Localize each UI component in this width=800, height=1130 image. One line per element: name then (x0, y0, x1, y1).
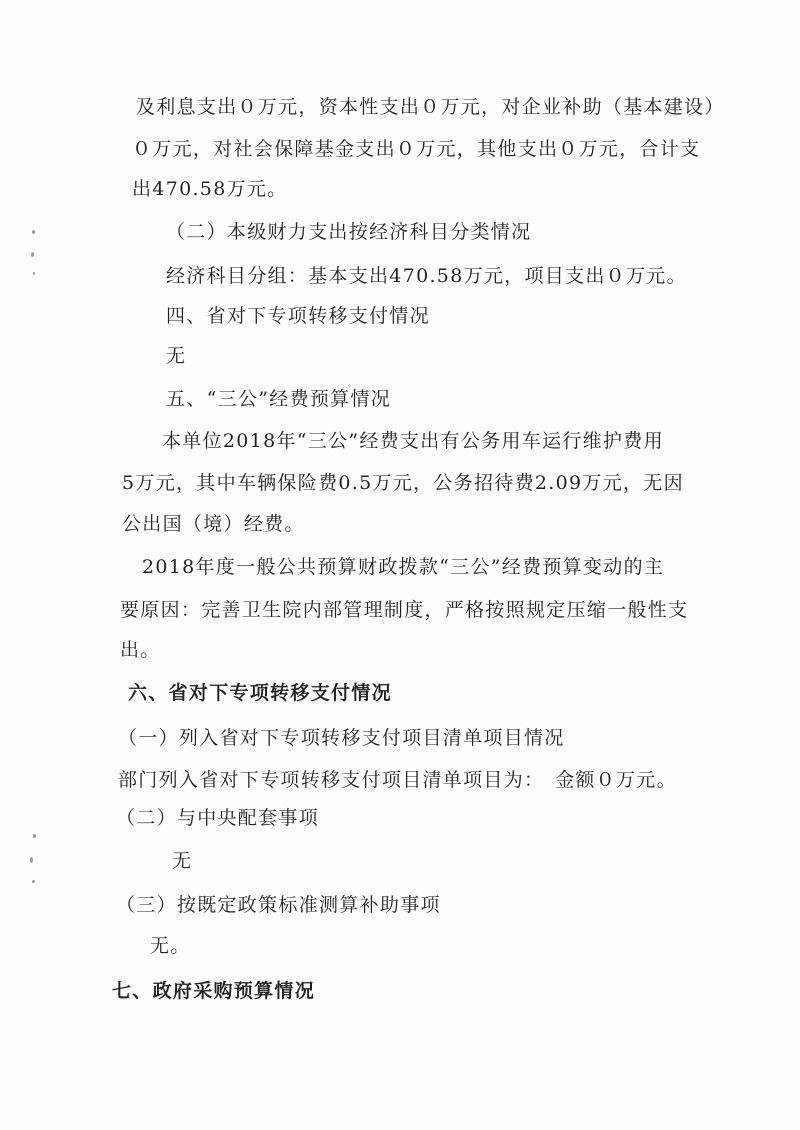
paragraph-line: 2018年度一般公共预算财政拨款“三公”经费预算变动的主 (142, 556, 665, 578)
section-heading: （二）与中央配套事项 (116, 807, 320, 829)
paragraph-line: 无。 (150, 935, 191, 957)
scan-speck (33, 834, 36, 838)
paragraph-line: 及利息支出０万元，资本性支出０万元，对企业补助（基本建设） (136, 96, 725, 118)
paragraph-line: 出470.58万元。 (132, 178, 288, 200)
paragraph-line: 本单位2018年“三公”经费支出有公务用车运行维护费用 (162, 430, 664, 452)
paragraph-line: 无 (166, 345, 187, 367)
paragraph-line: ０万元，对社会保障基金支出０万元，其他支出０万元，合计支 (132, 138, 701, 160)
section-heading: 六、省对下专项转移支付情况 (128, 682, 392, 704)
scan-speck (31, 252, 34, 257)
paragraph-line: 公出国（境）经费。 (122, 513, 305, 535)
scan-speck (32, 230, 35, 234)
paragraph-line: 经济科目分组：基本支出470.58万元，项目支出０万元。 (166, 265, 687, 287)
paragraph-line: 5万元，其中车辆保险费0.5万元，公务招待费2.09万元，无因 (122, 472, 684, 494)
paragraph-line: 无 (172, 850, 193, 872)
section-heading: （二）本级财力支出按经济科目分类情况 (166, 221, 532, 243)
paragraph-line: 出。 (120, 639, 161, 661)
scan-speck (30, 857, 33, 863)
section-heading: 四、省对下专项转移支付情况 (166, 305, 430, 327)
section-heading: （一）列入省对下专项转移支付项目清单项目情况 (118, 727, 565, 749)
scan-speck (33, 272, 35, 275)
section-heading: 五、“三公”经费预算情况 (166, 388, 392, 410)
paragraph-line: 要原因：完善卫生院内部管理制度，严格按照规定压缩一般性支 (120, 599, 689, 621)
scan-speck (32, 880, 35, 883)
paragraph-line: 部门列入省对下专项转移支付项目清单项目为： 金额０万元。 (118, 769, 677, 791)
section-heading: （三）按既定政策标准测算补助事项 (116, 894, 441, 916)
section-heading: 七、政府采购预算情况 (112, 980, 316, 1002)
